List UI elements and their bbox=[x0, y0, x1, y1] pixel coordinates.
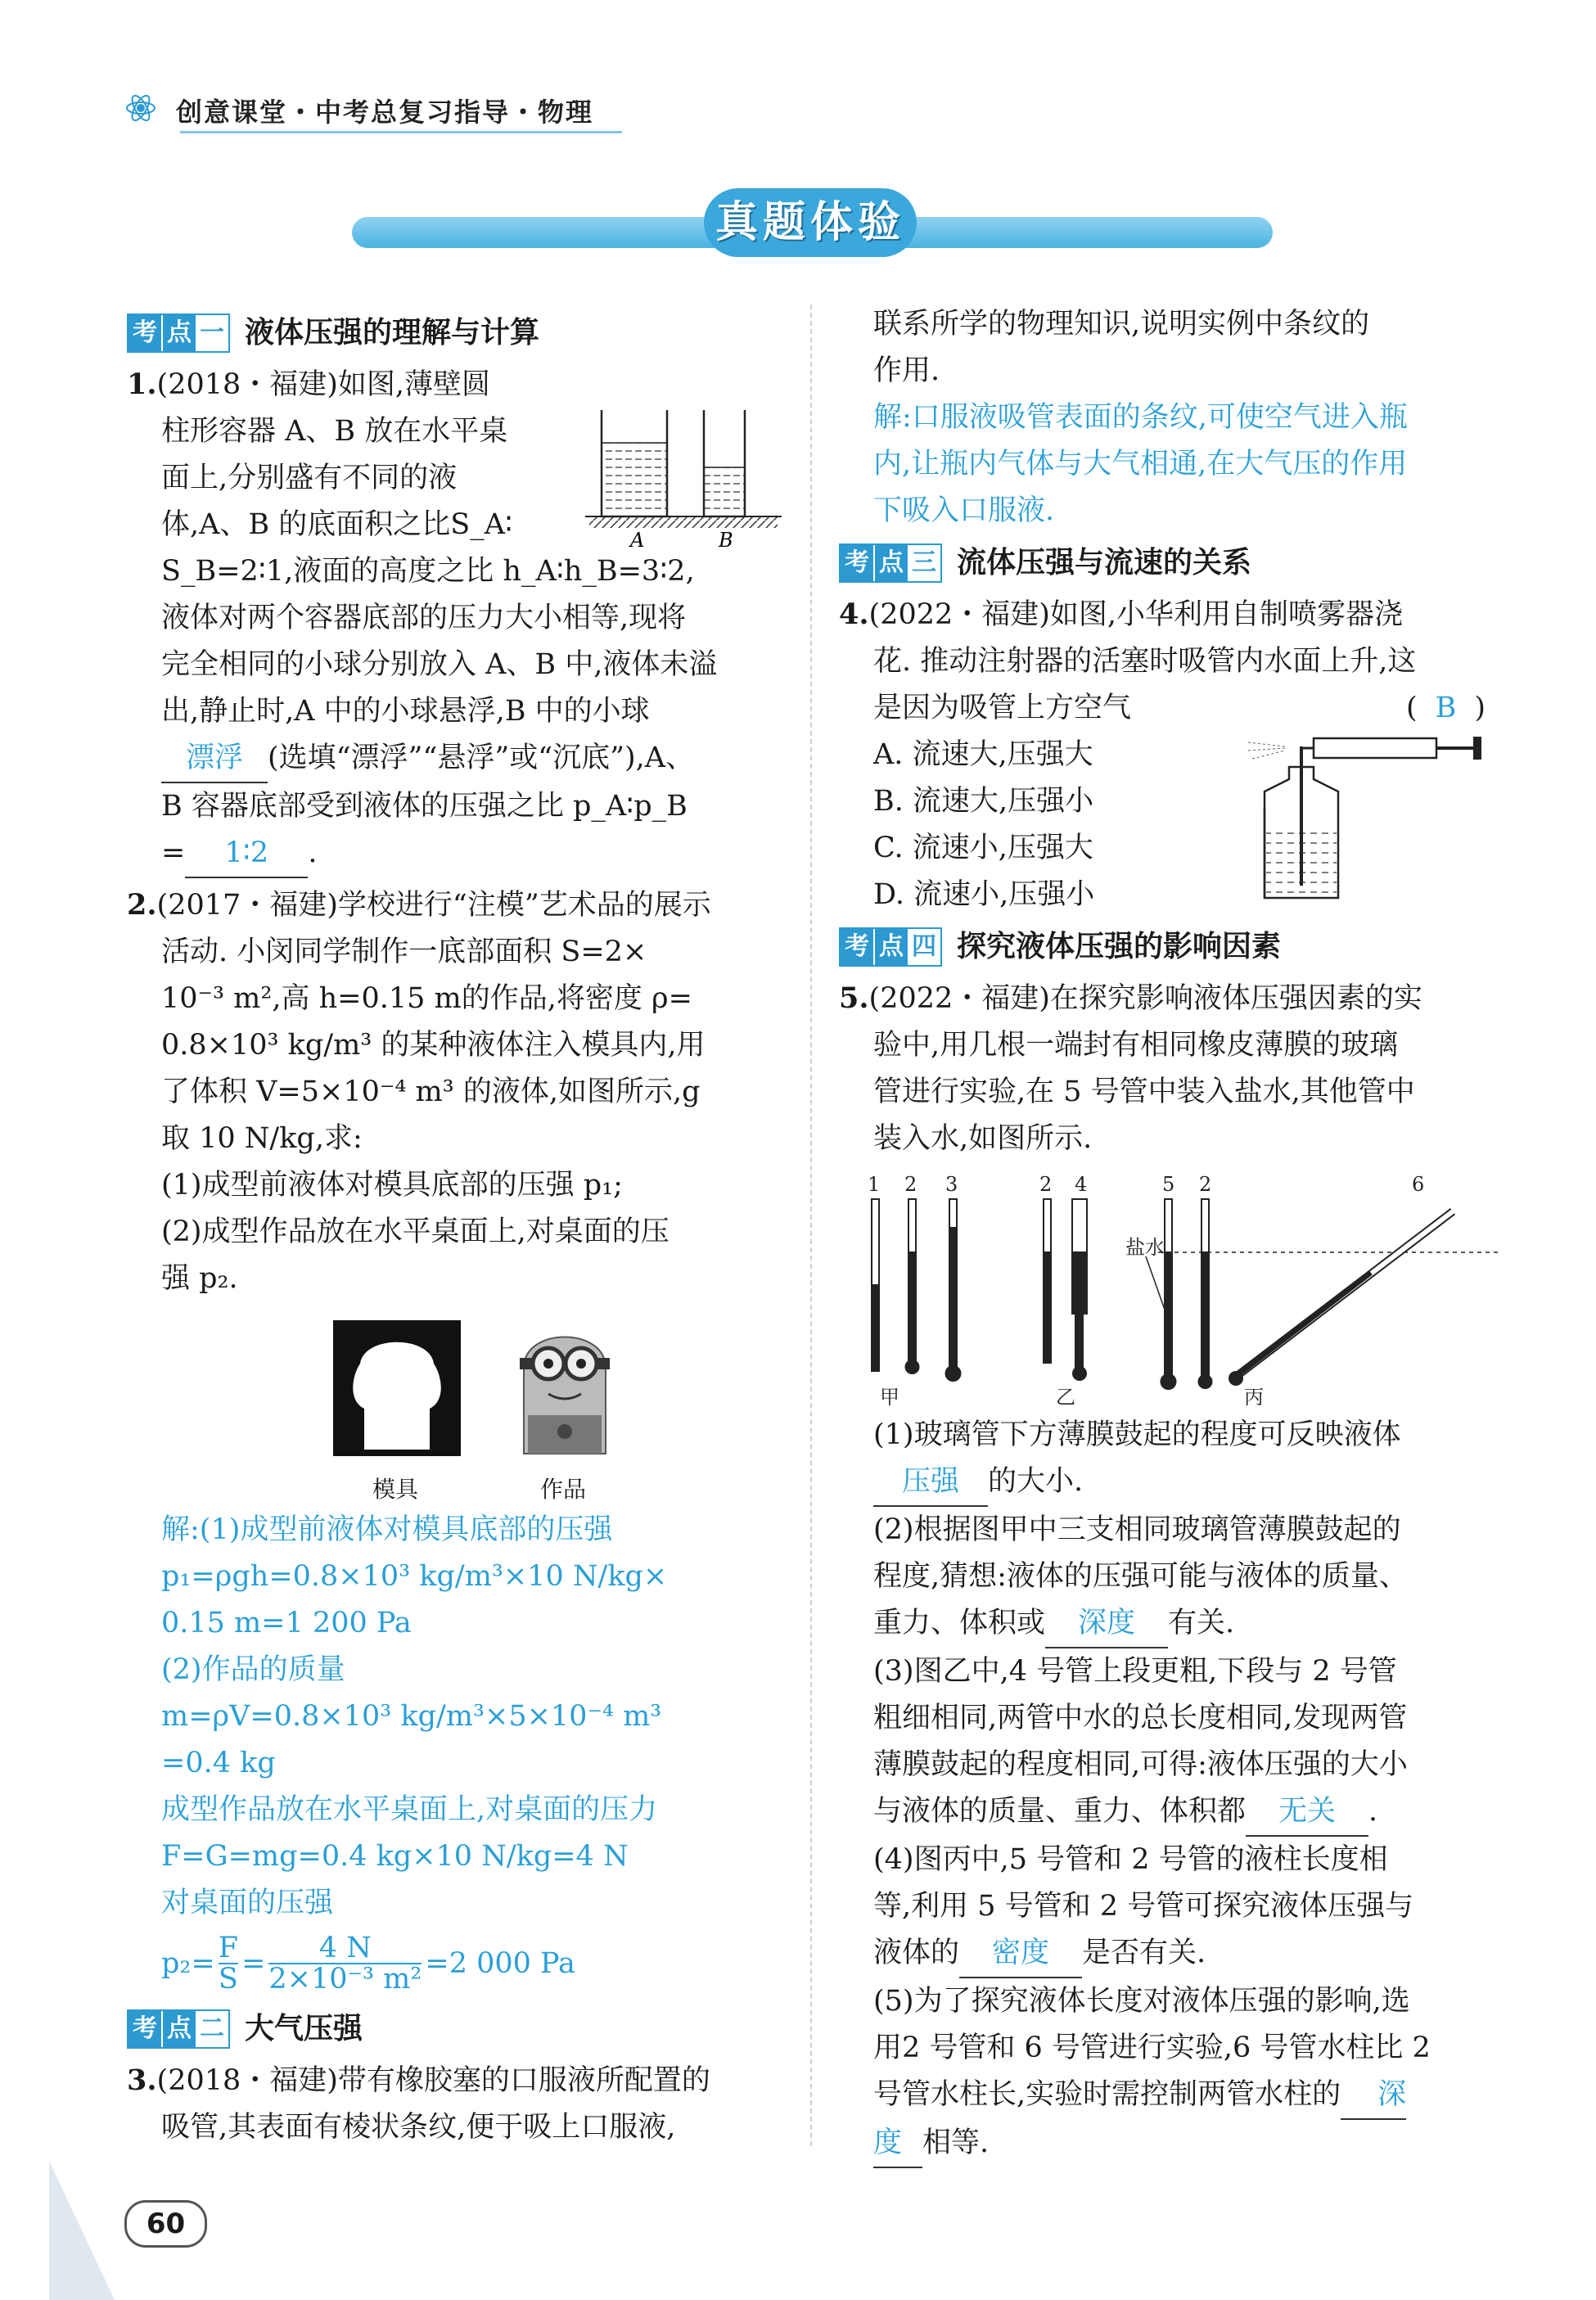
page-number: 60 bbox=[124, 2200, 207, 2248]
q1-line: 柱形容器 A、B 放在水平桌 bbox=[161, 415, 508, 448]
answer-blank: 无关 bbox=[1246, 1788, 1368, 1837]
question-number: 1. bbox=[127, 368, 157, 401]
question-number: 4. bbox=[839, 598, 869, 631]
q1-line: 液体对两个容器底部的压力大小相等,现将 bbox=[161, 602, 687, 634]
section-title: 大气压强 bbox=[245, 2012, 363, 2045]
section-tag: 考 点 三 bbox=[839, 543, 942, 583]
mold-image bbox=[331, 1319, 462, 1458]
question-number: 5. bbox=[839, 981, 869, 1015]
solution-line: 内,让瓶内气体与大气相通,在大气压的作用 bbox=[873, 448, 1408, 480]
frac-rhs: =2 000 Pa bbox=[425, 1946, 575, 1980]
answer-bracket: ( B ) bbox=[1405, 692, 1486, 724]
solution-line: (2)作品的质量 bbox=[161, 1653, 345, 1686]
solution-line: F=G=mg=0.4 kg×10 N/kg=4 N bbox=[161, 1840, 629, 1873]
page-corner-decoration bbox=[49, 2161, 115, 2300]
mold-caption: 模具 bbox=[372, 1476, 419, 1503]
section-title: 探究液体压强的影响因素 bbox=[957, 930, 1282, 963]
solution-line: 解:(1)成型前液体对模具底部的压强 bbox=[161, 1513, 613, 1546]
section-title: 液体压强的理解与计算 bbox=[245, 316, 540, 350]
option-a: A. 流速大,压强大 bbox=[873, 738, 1093, 771]
choice-answer: B bbox=[1435, 692, 1457, 724]
period: . bbox=[308, 837, 318, 869]
left-column bbox=[127, 304, 790, 2151]
q1-line: B 容器底部受到液体的压强之比 p_A∶p_B bbox=[161, 790, 688, 823]
option-b: B. 流速大,压强小 bbox=[873, 785, 1094, 818]
q1-line: (2018・福建)如图,薄壁圆 bbox=[156, 368, 491, 401]
denominator: 2×10⁻³ m² bbox=[268, 1963, 422, 1996]
solution-line: 对桌面的压强 bbox=[161, 1887, 334, 1919]
q5-sub1: 的大小. bbox=[988, 1465, 1084, 1498]
answer-blank: 深度 bbox=[1045, 1600, 1168, 1648]
frac-lhs: p₂= bbox=[161, 1946, 215, 1980]
artwork-caption: 作品 bbox=[540, 1476, 587, 1503]
equals-sign: = bbox=[241, 1946, 266, 1980]
group-label-bing: 丙 bbox=[1244, 1386, 1264, 1409]
solution-line: 0.15 m=1 200 Pa bbox=[161, 1607, 412, 1639]
section-tag: 考 点 一 bbox=[127, 313, 230, 353]
q2-line: 取 10 N/kg,求: bbox=[161, 1122, 363, 1155]
banner-title: 真题体验 bbox=[704, 188, 917, 257]
label-a: A bbox=[630, 529, 645, 549]
column-divider bbox=[810, 304, 812, 2146]
q5-line: 装入水,如图所示. bbox=[873, 1122, 1093, 1155]
q2-solution bbox=[127, 1507, 790, 2000]
q4-line: 是因为吸管上方空气 bbox=[873, 692, 1132, 724]
header-underline bbox=[180, 131, 622, 133]
q5-line: 管进行实验,在 5 号管中装入盐水,其他管中 bbox=[873, 1076, 1415, 1108]
fraction bbox=[268, 1933, 422, 1994]
tube-number: 3 bbox=[945, 1173, 958, 1196]
question-2 bbox=[127, 882, 790, 2000]
header-logo-icon bbox=[124, 92, 157, 124]
option-d: D. 流速小,压强小 bbox=[873, 878, 1095, 911]
tube-number: 5 bbox=[1162, 1173, 1175, 1196]
q5-sub4: (4)图丙中,5 号管和 2 号管的液柱长度相 bbox=[873, 1843, 1388, 1876]
label-b: B bbox=[719, 529, 733, 549]
q5-sub5: 相等. bbox=[922, 2126, 990, 2159]
section-tag: 考 点 四 bbox=[839, 927, 942, 967]
q3-line: 联系所学的物理知识,说明实例中条纹的 bbox=[873, 308, 1370, 340]
q2-line: 0.8×10³ kg/m³ 的某种液体注入模具内,用 bbox=[161, 1029, 706, 1062]
q1-line: 出,静止时,A 中的小球悬浮,B 中的小球 bbox=[161, 695, 650, 728]
q5-sub2: 重力、体积或 bbox=[873, 1607, 1046, 1639]
tube-number: 1 bbox=[868, 1173, 881, 1196]
answer-blank: 密度 bbox=[959, 1930, 1082, 1978]
answer-blank: 度 bbox=[873, 2120, 922, 2168]
answer-blank: 漂浮 bbox=[161, 735, 268, 783]
q2-subquestion: (1)成型前液体对模具底部的压强 p₁; bbox=[161, 1169, 623, 1202]
answer-blank: 深 bbox=[1341, 2072, 1406, 2120]
group-label-jia: 甲 bbox=[880, 1386, 899, 1409]
q4-line: 花. 推动注射器的活塞时吸管内水面上升,这 bbox=[873, 645, 1417, 678]
section-tag: 考 点 二 bbox=[127, 2009, 230, 2049]
question-1 bbox=[127, 361, 790, 878]
tube-number: 2 bbox=[1039, 1173, 1053, 1196]
q5-sub3: 粗细相同,两管中水的总长度相同,发现两管 bbox=[873, 1702, 1408, 1734]
q2-line: 了体积 V=5×10⁻⁴ m³ 的液体,如图所示,g bbox=[161, 1076, 701, 1108]
option-c: C. 流速小,压强大 bbox=[873, 832, 1093, 864]
q5-sub4: 液体的 bbox=[873, 1937, 960, 1969]
solution-line: 成型作品放在水平桌面上,对桌面的压力 bbox=[161, 1793, 658, 1826]
section-title: 流体压强与流速的关系 bbox=[957, 546, 1252, 580]
q5-line: (2022・福建)在探究影响液体压强因素的实 bbox=[868, 982, 1422, 1015]
solution-line: 下吸入口服液. bbox=[873, 494, 1055, 527]
q3-line: (2018・福建)带有橡胶塞的口服液所配置的 bbox=[156, 2064, 710, 2097]
question-3 bbox=[127, 2057, 790, 2151]
q3-solution bbox=[839, 395, 1494, 534]
q3-line: 吸管,其表面有棱状条纹,便于吸上口服液, bbox=[161, 2111, 676, 2144]
minion-figure-image bbox=[503, 1319, 626, 1462]
sprayer-figure bbox=[1240, 730, 1494, 902]
question-4 bbox=[839, 591, 1494, 918]
question-5 bbox=[839, 975, 1494, 2168]
q5-sub2: 有关. bbox=[1168, 1607, 1235, 1639]
q5-sub3: . bbox=[1368, 1795, 1378, 1828]
q5-sub1: (1)玻璃管下方薄膜鼓起的程度可反映液体 bbox=[873, 1418, 1401, 1451]
q5-sub4: 是否有关. bbox=[1082, 1937, 1206, 1969]
question-number: 3. bbox=[127, 2063, 157, 2097]
section-heading-4 bbox=[839, 923, 1494, 970]
q2-line: (2017・福建)学校进行“注模”艺术品的展示 bbox=[156, 889, 711, 922]
tube-number: 6 bbox=[1412, 1173, 1425, 1196]
q1-line: 面上,分别盛有不同的液 bbox=[161, 462, 458, 494]
q5-sub2: (2)根据图甲中三支相同玻璃管薄膜鼓起的 bbox=[873, 1513, 1401, 1546]
q5-sub3: 薄膜鼓起的程度相同,可得:液体压强的大小 bbox=[873, 1748, 1408, 1781]
q1-line: (选填“漂浮”“悬浮”或“沉底”),A、 bbox=[268, 742, 695, 774]
q5-sub3: 与液体的质量、重力、体积都 bbox=[873, 1795, 1247, 1828]
solution-line: 解:口服液吸管表面的条纹,可使空气进入瓶 bbox=[873, 401, 1408, 434]
question-number: 2. bbox=[127, 888, 157, 922]
q5-sub2: 程度,猜想:液体的压强可能与液体的质量、 bbox=[873, 1560, 1408, 1593]
solution-line: =0.4 kg bbox=[161, 1747, 276, 1779]
equals-sign: = bbox=[161, 837, 186, 869]
solution-line: p₁=ρgh=0.8×10³ kg/m³×10 N/kg× bbox=[161, 1560, 668, 1593]
q1-line: S_B=2∶1,液面的高度之比 h_A∶h_B=3∶2, bbox=[161, 555, 695, 588]
answer-blank: 1∶2 bbox=[185, 830, 308, 878]
numerator: 4 N bbox=[318, 1932, 372, 1964]
tube-number: 2 bbox=[1199, 1173, 1212, 1196]
numerator: F bbox=[218, 1932, 239, 1964]
salt-water-label: 盐水 bbox=[1125, 1236, 1165, 1259]
q2-line: 活动. 小闵同学制作一底部面积 S=2× bbox=[161, 936, 647, 968]
group-label-yi: 乙 bbox=[1056, 1386, 1075, 1409]
section-heading-3 bbox=[839, 539, 1494, 586]
q3-line: 作用. bbox=[873, 354, 940, 387]
tube-number: 2 bbox=[904, 1173, 917, 1196]
fraction-equation bbox=[127, 1927, 790, 2000]
q5-sub4: 等,利用 5 号管和 2 号管可探究液体压强与 bbox=[873, 1890, 1414, 1923]
q5-sub3: (3)图乙中,4 号管上段更粗,下段与 2 号管 bbox=[873, 1655, 1397, 1688]
denominator: S bbox=[218, 1963, 238, 1996]
q5-line: 验中,用几根一端封有相同橡皮薄膜的玻璃 bbox=[873, 1029, 1399, 1062]
answer-blank: 压强 bbox=[873, 1459, 988, 1507]
q1-line: 体,A、B 的底面积之比S_A∶ bbox=[161, 508, 513, 541]
solution-line: m=ρV=0.8×10³ kg/m³×5×10⁻⁴ m³ bbox=[161, 1700, 662, 1733]
glass-tubes-figure bbox=[863, 1162, 1502, 1412]
q5-sub5: (5)为了探究液体长度对液体压强的影响,选 bbox=[873, 1985, 1410, 2018]
q5-sub5: 用2 号管和 6 号管进行实验,6 号管水柱比 2 bbox=[873, 2032, 1431, 2064]
q5-sub5: 号管水柱长,实验时需控制两管水柱的 bbox=[873, 2078, 1341, 2111]
tube-number: 4 bbox=[1075, 1173, 1088, 1196]
section-heading-2 bbox=[127, 2005, 790, 2052]
fraction bbox=[219, 1933, 238, 1994]
header-title: 创意课堂・中考总复习指导・物理 bbox=[176, 97, 594, 128]
section-heading-1 bbox=[127, 309, 790, 356]
q2-line: 10⁻³ m²,高 h=0.15 m的作品,将密度 ρ= bbox=[161, 982, 692, 1015]
q2-subquestion: (2)成型作品放在水平桌面上,对桌面的压 bbox=[161, 1215, 670, 1248]
q1-line: 完全相同的小球分别放入 A、B 中,液体未溢 bbox=[161, 648, 718, 681]
containers-figure bbox=[585, 406, 782, 549]
q4-line: (2022・福建)如图,小华利用自制喷雾器浇 bbox=[868, 598, 1404, 631]
right-column bbox=[839, 301, 1494, 2168]
mold-figure bbox=[127, 1302, 790, 1507]
q2-subquestion: 强 p₂. bbox=[161, 1262, 238, 1295]
